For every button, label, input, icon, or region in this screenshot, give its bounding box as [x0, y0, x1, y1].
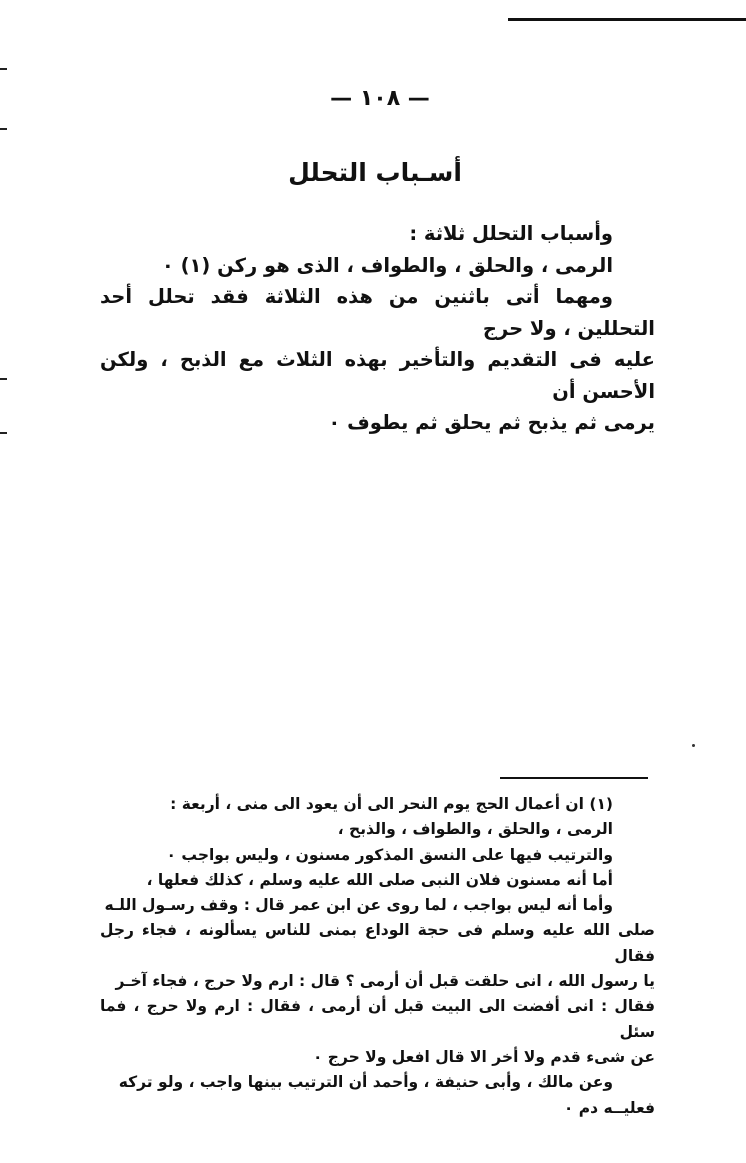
footnote-line: (١) ان أعمال الحج يوم النحر الى أن يعود الى منى ، أربعة : [170, 795, 613, 813]
left-edge-mark [0, 128, 7, 130]
footnote-line: أما أنه مسنون فلان النبى صلى الله عليه وسلم ، كذلك فعلها ، [146, 870, 613, 889]
footnote-line: الرمى ، والحلق ، والطواف ، والذبح ، [337, 820, 613, 839]
footnote-block [100, 792, 655, 1121]
footnote-line: وأما أنه ليس بواجب ، لما روى عن ابن عمر قال : وقف رسـول اللـه [104, 896, 613, 915]
left-edge-mark [0, 378, 7, 380]
footnote-line: فقال : انى أفضت الى البيت قبل أن أرمى ، فقال : ارم ولا حرج ، فما سئل [100, 997, 655, 1041]
footnote-separator-rule [500, 777, 648, 779]
top-edge-rule [508, 18, 746, 21]
footnote-line: صلى الله عليه وسلم فى حجة الوداع بمنى للناس يسألونه ، فجاء رجل فقال [100, 921, 655, 965]
footnote-line: وعن مالك ، وأبى حنيفة ، وأحمد أن الترتيب بينها واجب ، ولو تركه [118, 1073, 613, 1092]
stray-dot-mark [692, 744, 695, 747]
left-edge-mark [0, 432, 7, 434]
footnote-line: فعليــه دم ٠ [563, 1098, 655, 1117]
page-number: — ١٠٨ — [330, 86, 430, 111]
section-heading: أسـباب التحلل [288, 158, 462, 187]
body-line: عليه فى التقديم والتأخير بهذه الثلاث مع الذبح ، ولكن الأحسن أن [100, 348, 655, 403]
main-body-text [100, 218, 655, 439]
body-line: ومهما أتى باثنين من هذه الثلاثة فقد تحلل أحد التحللين ، ولا حرج [100, 285, 655, 340]
footnote-line: والترتيب فيها على النسق المذكور مسنون ، وليس بواجب ٠ [166, 845, 613, 864]
body-line: الرمى ، والحلق ، والطواف ، الذى هو ركن (١) ٠ [161, 253, 613, 277]
body-line: وأسباب التحلل ثلاثة : [409, 222, 613, 245]
left-edge-mark [0, 68, 7, 70]
footnote-line: يا رسول الله ، انى حلقت قبل أن أرمى ؟ قال : ارم ولا حرج ، فجاء آخـر [115, 972, 655, 991]
footnote-line: عن شىء قدم ولا أخر الا قال افعل ولا حرج ٠ [312, 1047, 655, 1066]
body-line: يرمى ثم يذبح ثم يحلق ثم يطوف ٠ [328, 411, 655, 434]
